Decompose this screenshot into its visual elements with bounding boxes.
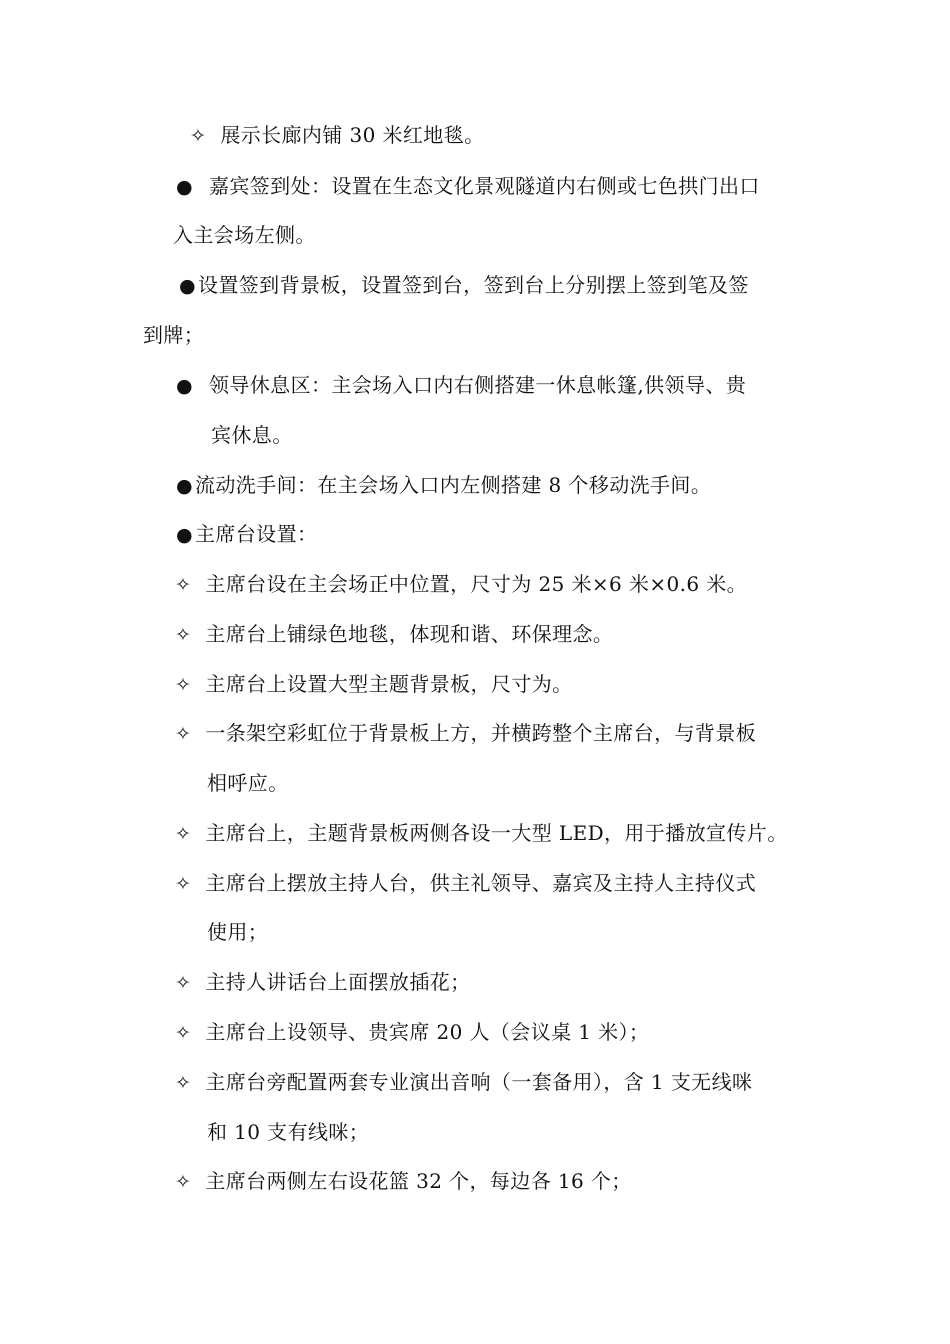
list-item (175, 820, 788, 847)
list-item (190, 122, 485, 149)
diamond-bullet-icon: ✧ (175, 574, 192, 596)
continuation-line (211, 422, 293, 448)
diamond-bullet-icon: ✧ (175, 674, 192, 696)
list-item (175, 969, 471, 996)
continuation-line (207, 919, 268, 945)
list-item (175, 1168, 632, 1195)
continuation-line (207, 1119, 369, 1145)
diamond-bullet-icon: ✧ (175, 1072, 192, 1094)
list-item-text: 主席台上设领导、贵宾席 20 人（会议桌 1 米）； (205, 1020, 650, 1044)
diamond-bullet-icon: ✧ (175, 624, 192, 646)
list-item-text: 主席台上，主题背景板两侧各设一大型 LED，用于播放宣传片。 (205, 821, 788, 845)
list-item-text: 主席台旁配置两套专业演出音响（一套备用），含 1 支无线咪 (205, 1070, 753, 1094)
section-heading-text: 主席台设置： (194, 522, 318, 546)
continuation-line (173, 222, 316, 248)
list-item-text: 流动洗手间：在主会场入口内左侧搭建 8 个移动洗手间。 (194, 473, 712, 497)
list-item (179, 272, 749, 299)
diamond-bullet-icon: ✧ (175, 873, 192, 895)
dot-bullet-icon: ● (176, 375, 193, 397)
dot-bullet-icon: ● (176, 524, 193, 546)
diamond-bullet-icon: ✧ (175, 823, 192, 845)
list-item (175, 671, 573, 698)
list-item (175, 720, 756, 747)
continuation-line (143, 322, 204, 348)
list-item (175, 1069, 752, 1096)
list-item-text: 到牌； (143, 323, 205, 347)
section-heading (176, 521, 317, 548)
list-item-text: 主席台设在主会场正中位置，尺寸为 25 米×6 米×0.6 米。 (205, 572, 748, 596)
diamond-bullet-icon: ✧ (175, 1022, 192, 1044)
continuation-line (207, 770, 289, 796)
list-item (175, 571, 747, 598)
dot-bullet-icon: ● (179, 275, 196, 297)
list-item-text: 一条架空彩虹位于背景板上方，并横跨整个主席台，与背景板 (205, 721, 757, 745)
list-item-text: 设置签到背景板，设置签到台，签到台上分别摆上签到笔及签 (197, 273, 749, 297)
dot-bullet-icon: ● (176, 176, 193, 198)
list-item (175, 1019, 649, 1046)
list-item-text: 主席台上摆放主持人台，供主礼领导、嘉宾及主持人主持仪式 (205, 871, 757, 895)
diamond-bullet-icon: ✧ (175, 1171, 192, 1193)
list-item (175, 870, 756, 897)
list-item-text: 使用； (207, 920, 269, 944)
diamond-bullet-icon: ✧ (190, 125, 207, 147)
list-item (176, 173, 760, 200)
list-item-text: 和 10 支有线咪； (207, 1120, 370, 1144)
list-item-text: 主席台两侧左右设花篮 32 个，每边各 16 个； (205, 1169, 632, 1193)
dot-bullet-icon: ● (176, 475, 193, 497)
list-item-text: 入主会场左侧。 (173, 223, 316, 247)
list-item (176, 372, 746, 399)
list-item (175, 621, 613, 648)
list-item-text: 相呼应。 (207, 771, 289, 795)
list-item-text: 嘉宾签到处：设置在生态文化景观隧道内右侧或七色拱门出口 (208, 174, 760, 198)
list-item-text: 领导休息区：主会场入口内右侧搭建一休息帐篷,供领导、贵 (208, 373, 747, 397)
list-item-text: 展示长廊内铺 30 米红地毯。 (220, 123, 485, 147)
diamond-bullet-icon: ✧ (175, 723, 192, 745)
list-item-text: 宾休息。 (211, 423, 293, 447)
list-item-text: 主席台上设置大型主题背景板，尺寸为。 (205, 672, 573, 696)
list-item-text: 主席台上铺绿色地毯，体现和谐、环保理念。 (205, 622, 614, 646)
diamond-bullet-icon: ✧ (175, 972, 192, 994)
list-item (176, 472, 711, 499)
list-item-text: 主持人讲话台上面摆放插花； (205, 970, 471, 994)
